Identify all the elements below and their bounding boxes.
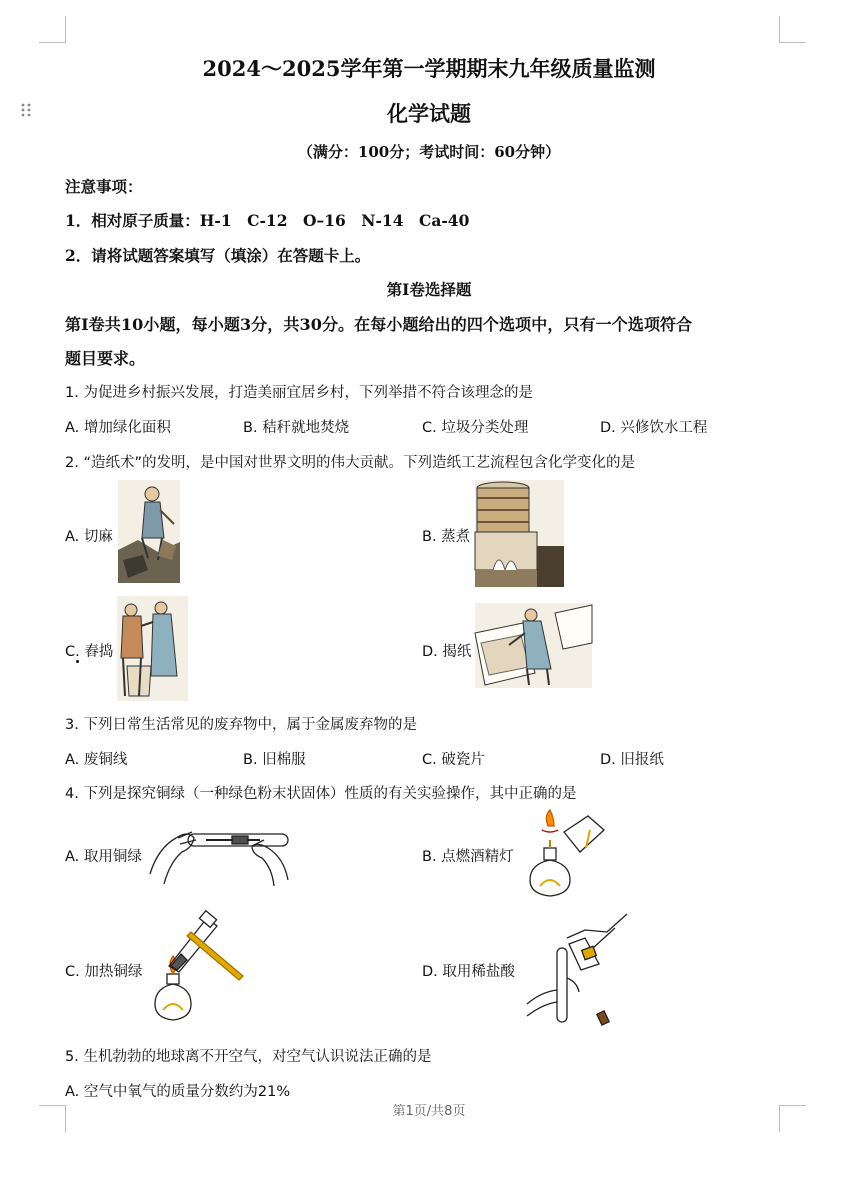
option-a[interactable]: A. 取用铜绿 [65, 849, 142, 865]
option-c[interactable]: C. 破瓷片 [422, 752, 485, 768]
option-a[interactable]: A. 切麻 [65, 529, 113, 545]
section-title: 第Ⅰ卷选择题 [386, 280, 472, 299]
question-stem: 4. 下列是探究铜绿（一种绿色粉末状固体）性质的有关实验操作，其中正确的是 [65, 786, 577, 802]
question-stem: 3. 下列日常生活常见的废弃物中，属于金属废弃物的是 [65, 717, 417, 733]
option-c[interactable]: C. 垃圾分类处理 [422, 420, 529, 436]
corner-mark-top-right [779, 16, 806, 43]
option-c[interactable]: C. 舂捣 [65, 644, 114, 660]
option-a[interactable]: A. 废铜线 [65, 752, 128, 768]
pounding-illustration [117, 596, 188, 701]
option-c[interactable]: C. 加热铜绿 [65, 964, 143, 980]
section-instructions: 第Ⅰ卷共10小题，每小题3分，共30分。在每小题给出的四个选项中，只有一个选项符合 [65, 315, 693, 334]
option-d[interactable]: D. 旧报纸 [600, 752, 664, 768]
option-d[interactable]: D. 揭纸 [422, 644, 472, 660]
steaming-boiling-illustration [475, 480, 564, 587]
option-b[interactable]: B. 点燃酒精灯 [422, 849, 514, 865]
corner-mark-top-left [39, 16, 66, 43]
lighting-alcohol-lamp-illustration [518, 808, 613, 900]
exam-subject: 化学试题 [387, 101, 471, 126]
question-stem: 2. “造纸术”的发明，是中国对世界文明的伟大贡献。下列造纸工艺流程包含化学变化的是 [65, 455, 635, 471]
option-a[interactable]: A. 增加绿化面积 [65, 420, 171, 436]
taking-dilute-acid-illustration [523, 908, 633, 1028]
taking-powder-illustration [148, 818, 293, 888]
peeling-paper-illustration [475, 603, 592, 688]
notes-item-answer-sheet: 2．请将试题答案填写（填涂）在答题卡上。 [65, 246, 371, 265]
option-a[interactable]: A. 空气中氧气的质量分数约为21% [65, 1084, 291, 1100]
notes-item-atomic-mass: 1．相对原子质量：H-1 C-12 O–16 N-14 Ca-40 [65, 211, 470, 230]
question-stem: 5. 生机勃勃的地球离不开空气，对空气认识说法正确的是 [65, 1049, 432, 1065]
dot-mark [76, 660, 79, 663]
option-d[interactable]: D. 取用稀盐酸 [422, 964, 515, 980]
option-b[interactable]: B. 蒸煮 [422, 529, 471, 545]
heating-powder-illustration [147, 912, 247, 1027]
page-number: 第1页/共8页 [392, 1104, 466, 1119]
option-b[interactable]: B. 旧棉服 [243, 752, 306, 768]
notes-heading: 注意事项： [65, 177, 143, 196]
cutting-hemp-illustration [118, 480, 180, 583]
option-b[interactable]: B. 秸秆就地焚烧 [243, 420, 350, 436]
score-info: （满分：100分；考试时间：60分钟） [297, 143, 561, 161]
exam-title: 2024～2025学年第一学期期末九年级质量监测 [202, 56, 656, 81]
option-d[interactable]: D. 兴修饮水工程 [600, 420, 708, 436]
section-instructions-cont: 题目要求。 [65, 349, 146, 368]
question-stem: 1. 为促进乡村振兴发展，打造美丽宜居乡村，下列举措不符合该理念的是 [65, 385, 533, 401]
